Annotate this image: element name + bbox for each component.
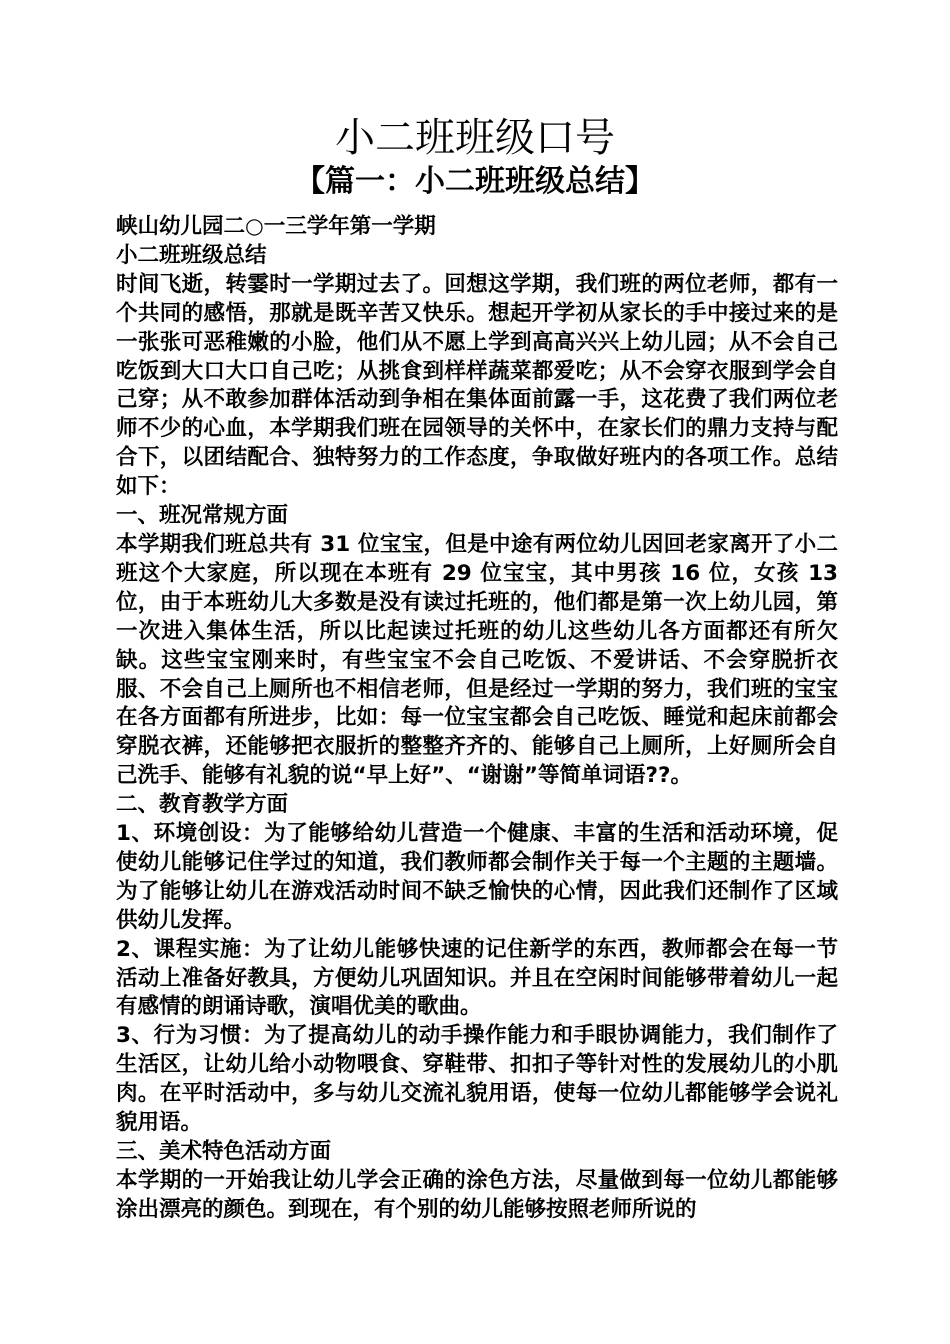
section-heading-education: 二、教育教学方面: [116, 792, 289, 818]
document-body: [116, 213, 838, 1225]
school-term-line: 峡山幼儿园二○一三学年第一学期: [116, 214, 436, 239]
section-heading-routine: 一、班况常规方面: [116, 503, 289, 529]
curriculum-paragraph: 2、课程实施：为了让幼儿能够快速的记住新学的东西，教师都会在每一节活动上准备好教具，方便幼儿巩固知识。并且在空闲时间能够带着幼儿一起有感情的朗诵诗歌，演唱优美的歌曲。: [116, 936, 838, 1020]
routine-paragraph: 本学期我们班总共有 31 位宝宝，但是中途有两位幼儿因回老家离开了小二班这个大家庭，所以现在本班有 29 位宝宝，其中男孩 16 位，女孩 13 位，由于本班幼儿大多数是没有读过托班的，他们都是第一次上幼儿园，第一次进入集体生活，所以比起读过托班的幼儿这些幼儿各方面都还有所欠缺。这些宝宝刚来时，有些宝宝不会自己吃饭、不爱讲话、不会穿脱折衣服、不会自己上厕所也不相信老师，但是经过一学期的努力，我们班的宝宝在各方面都有所进步，比如：每一位宝宝都会自己吃饭、睡觉和起床前都会穿脱衣裤，还能够把衣服折的整整齐齐的、能够自己上厕所，上好厕所会自己洗手、能够有礼貌的说“早上好”、“谢谢”等简单词语??。: [116, 531, 838, 789]
section-heading-art: 三、美术特色活动方面: [116, 1139, 332, 1164]
art-paragraph: 本学期的一开始我让幼儿学会正确的涂色方法，尽量做到每一位幼儿都能够涂出漂亮的颜色。到现在，有个别的幼儿能够按照老师所说的: [116, 1167, 838, 1222]
summary-heading: 小二班班级总结: [116, 242, 267, 268]
intro-paragraph: 时间飞逝，转霎时一学期过去了。回想这学期，我们班的两位老师，都有一个共同的感悟，那就是既辛苦又快乐。想起开学初从家长的手中接过来的是一张张可恶稚嫩的小脸，他们从不愿上学到高高兴兴上幼儿园；从不会自己吃饭到大口大口自己吃；从挑食到样样蔬菜都爱吃；从不会穿衣服到学会自己穿；从不敢参加群体活动到争相在集体面前露一手，这花费了我们两位老师不少的心血，本学期我们班在园领导的关怀中，在家长们的鼎力支持与配合下，以团结配合、独特努力的工作态度，争取做好班内的各项工作。总结如下：: [116, 271, 838, 500]
document-title: 小二班班级口号: [335, 115, 615, 161]
environment-paragraph: 1、环境创设：为了能够给幼儿营造一个健康、丰富的生活和活动环境，促使幼儿能够记住学过的知道，我们教师都会制作关于每一个主题的主题墙。为了能够让幼儿在游戏活动时间不缺乏愉快的心情，因此我们还制作了区域供幼儿发挥。: [116, 821, 838, 933]
habits-paragraph: 3、行为习惯：为了提高幼儿的动手操作能力和手眼协调能力，我们制作了生活区，让幼儿给小动物喂食、穿鞋带、扣扣子等针对性的发展幼儿的小肌肉。在平时活动中，多与幼儿交流礼貌用语，使每一位幼儿都能够学会说礼貌用语。: [116, 1023, 838, 1136]
document-subtitle: 【篇一：小二班班级总结】: [295, 164, 655, 199]
